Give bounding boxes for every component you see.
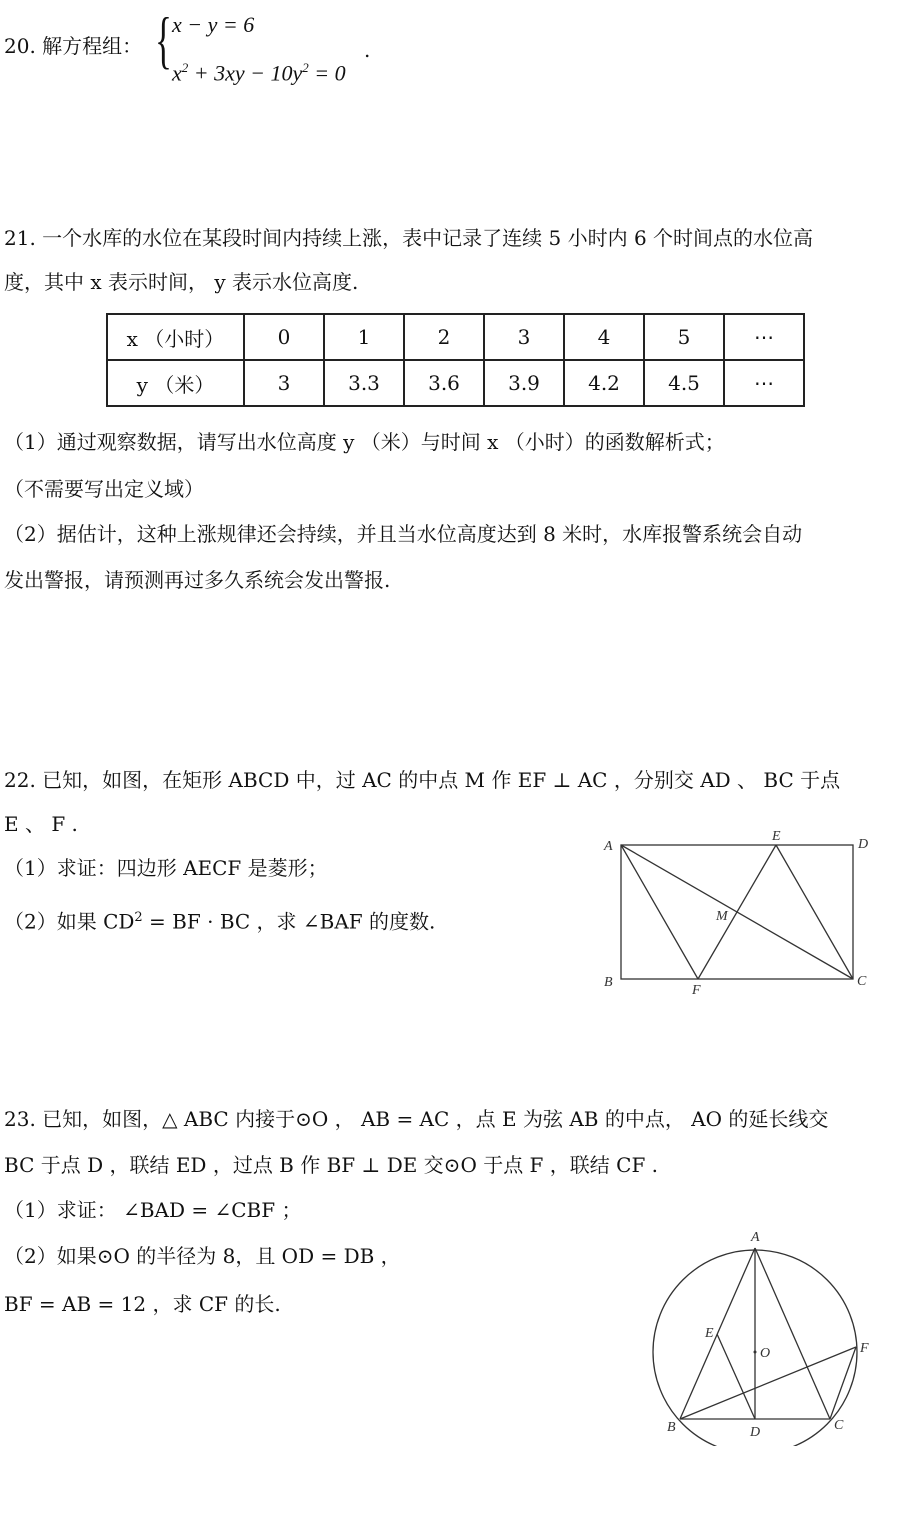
q23-part2a: （2）如果⊙O 的半径为 8，且 OD = DB ，	[4, 1244, 401, 1268]
figure-label-d: D	[858, 837, 869, 852]
center-point	[754, 1351, 757, 1354]
q20-prefix: 20. 解方程组：	[4, 34, 143, 58]
figure-label-c: C	[857, 974, 867, 989]
q22-line1: 22. 已知，如图，在矩形 ABCD 中，过 AC 的中点 M 作 EF ⊥ AC ，分别交 AD 、 BC 于点	[4, 768, 841, 792]
table-row	[107, 360, 804, 406]
figure-label-a: A	[604, 839, 613, 854]
q23-line1: 23. 已知，如图，△ ABC 内接于⊙O ， AB = AC ，点 E 为弦 AB 的中点， AO 的延长线交	[4, 1107, 829, 1131]
q20-period: .	[364, 38, 371, 62]
q22-figure	[596, 826, 886, 1006]
figure-label-e: E	[772, 829, 781, 844]
q23-part1: （1）求证： ∠BAD = ∠CBF ；	[4, 1198, 302, 1222]
figure-label-a: A	[751, 1230, 760, 1245]
figure-label-f: F	[860, 1341, 869, 1356]
q21-part2a: （2）据估计，这种上涨规律还会持续，并且当水位高度达到 8 米时，水库报警系统会自动	[4, 522, 803, 546]
q22-line2: E 、 F .	[4, 812, 78, 836]
q21-line2: 度，其中 x 表示时间， y 表示水位高度.	[4, 270, 359, 294]
table-cell: 4.2	[564, 360, 644, 406]
q21-table	[106, 313, 805, 407]
table-cell: 0	[244, 314, 324, 360]
table-cell: 5	[644, 314, 724, 360]
figure-label-e: E	[705, 1326, 714, 1341]
q23-part2b: BF = AB = 12 ，求 CF 的长.	[4, 1292, 281, 1316]
table-cell: y （米）	[107, 360, 244, 406]
figure-label-o: O	[760, 1346, 771, 1361]
q21-part1b: （不需要写出定义域）	[4, 477, 204, 501]
q20-eq1: x − y = 6	[172, 12, 255, 37]
table-cell: 4.5	[644, 360, 724, 406]
q21-line1: 21. 一个水库的水位在某段时间内持续上涨，表中记录了连续 5 小时内 6 个时间点的水位高	[4, 226, 814, 250]
figure-label-b: B	[604, 975, 613, 990]
q22-part1: （1）求证：四边形 AECF 是菱形；	[4, 856, 328, 880]
q23-line2: BC 于点 D ，联结 ED ，过点 B 作 BF ⊥ DE 交⊙O 于点 F ，联结 CF .	[4, 1153, 659, 1177]
table-cell: 4	[564, 314, 644, 360]
figure-label-c: C	[834, 1418, 844, 1433]
q20-brace: {	[155, 4, 172, 75]
table-row	[107, 314, 804, 360]
table-cell: 3.3	[324, 360, 404, 406]
q22-part2: （2）如果 $CD^2$ = BF · BC ，求 ∠BAF 的度数.	[4, 909, 436, 934]
table-cell: 3.6	[404, 360, 484, 406]
figure-label-f: F	[692, 983, 701, 998]
table-cell: 3	[484, 314, 564, 360]
figure-label-m: M	[716, 909, 728, 924]
figure-label-d: D	[750, 1425, 761, 1440]
figure-label-b: B	[667, 1420, 676, 1435]
table-cell: 2	[404, 314, 484, 360]
table-cell: 1	[324, 314, 404, 360]
q21-part2b: 发出警报，请预测再过多久系统会发出警报.	[4, 568, 391, 592]
table-cell: 3.9	[484, 360, 564, 406]
table-cell: ⋯	[724, 314, 804, 360]
q21-part1a: （1）通过观察数据，请写出水位高度 y （米）与时间 x （小时）的函数解析式；	[4, 430, 725, 454]
table-cell: 3	[244, 360, 324, 406]
table-cell: ⋯	[724, 360, 804, 406]
q23-figure	[650, 1226, 890, 1446]
table-cell: x （小时）	[107, 314, 244, 360]
q20-eq2: $x^2 + 3xy - 10y^2 = 0$	[172, 60, 346, 86]
